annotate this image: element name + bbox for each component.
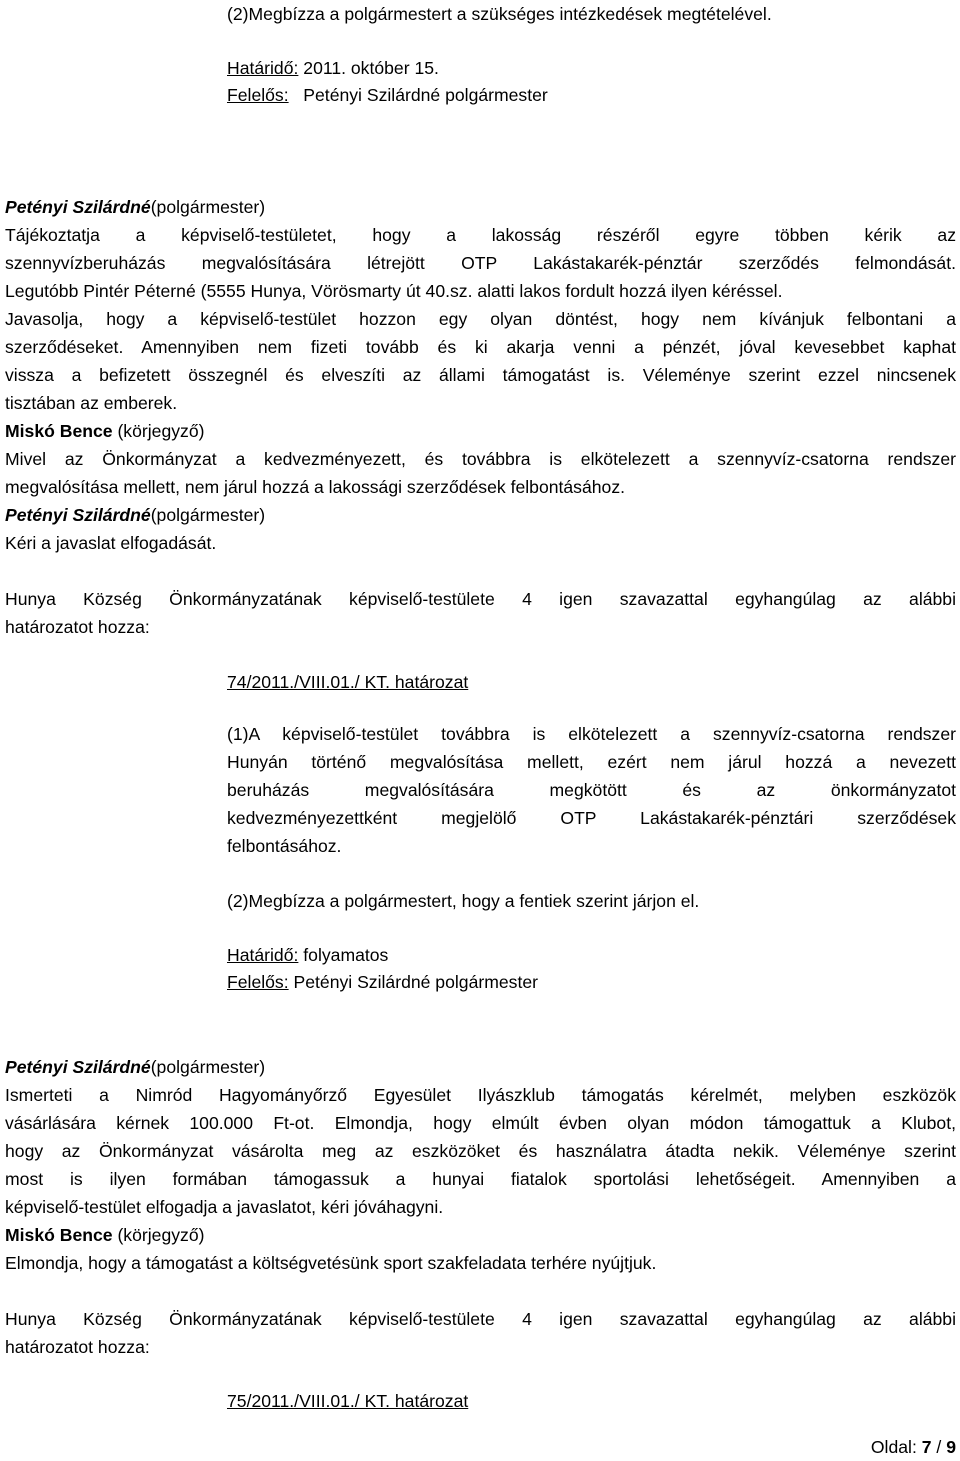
page-label: Oldal: xyxy=(870,1437,917,1457)
paragraph-line: megvalósítása mellett, nem járul hozzá a lakossági szerződések felbontásához. xyxy=(5,477,626,497)
speaker-name: Petényi Szilárdné xyxy=(5,197,151,217)
responsible-label: Felelős: xyxy=(227,972,289,992)
deadline-line xyxy=(227,54,439,82)
paragraph-line: Ismerteti a Nimród Hagyományőrző Egyesület Ilyászklub támogatás kérelmét, melyben eszközök xyxy=(5,1085,956,1105)
speaker-name: Miskó Bence xyxy=(5,1225,113,1245)
paragraph-line: szennyvízberuházás megvalósítására létrejött OTP Lakástakarék-pénztár szerződés felmondását. xyxy=(5,253,956,273)
vote-line: határozatot hozza: xyxy=(5,1337,150,1357)
speaker-role: (polgármester) xyxy=(150,197,266,217)
paragraph-line: vásárlására kérnek 100.000 Ft-ot. Elmondja, hogy elmúlt évben olyan módon támogattuk a Klubot, xyxy=(5,1113,956,1133)
paragraph-line: tisztában az emberek. xyxy=(5,393,178,413)
responsible-line xyxy=(227,968,538,996)
speaker-name: Petényi Szilárdné xyxy=(5,505,151,525)
paragraph-line: Kéri a javaslat elfogadását. xyxy=(5,533,217,553)
deadline-label: Határidő: xyxy=(227,58,299,78)
speaker-heading xyxy=(5,193,265,221)
speaker-heading xyxy=(5,1053,265,1081)
paragraph-line: képviselő-testület elfogadja a javaslatot, kéri jóváhagyni. xyxy=(5,1197,444,1217)
resolution-line: Hunyán történő megvalósítása mellett, ezért nem járul hozzá a nevezett xyxy=(227,752,956,772)
speaker-role: (körjegyző) xyxy=(117,1225,205,1245)
responsible-value: Petényi Szilárdné polgármester xyxy=(303,85,548,105)
paragraph-line: Mivel az Önkormányzat a kedvezményezett, és továbbra is elkötelezett a szennyvíz-csatorna rendszer xyxy=(5,449,956,469)
paragraph-line: hogy az Önkormányzat vásárolta meg az eszközöket és használatra átadta nekik. Véleménye szerint xyxy=(5,1141,956,1161)
speaker-heading xyxy=(5,417,204,445)
paragraph-line: Javasolja, hogy a képviselő-testület hozzon egy olyan döntést, hogy nem kívánjuk felbontani a xyxy=(5,309,956,329)
speaker-heading xyxy=(5,501,265,529)
vote-line: Hunya Község Önkormányzatának képviselő-testülete 4 igen szavazattal egyhangúlag az alábbi xyxy=(5,1309,956,1329)
page-total: 9 xyxy=(946,1437,956,1457)
page-number xyxy=(871,1433,956,1461)
speaker-role: (polgármester) xyxy=(150,505,266,525)
paragraph-line: most is ilyen formában támogassuk a hunyai fiatalok sportolási lehetőségeit. Amennyiben a xyxy=(5,1169,956,1189)
paragraph-line: Tájékoztatja a képviselő-testületet, hogy a lakosság részéről egyre többen kérik az xyxy=(5,225,956,245)
speaker-name: Miskó Bence xyxy=(5,421,113,441)
resolution-item-2: (2)Megbízza a polgármestert a szükséges intézkedések megtételével. xyxy=(227,4,772,24)
resolution-title: 74/2011./VIII.01./ KT. határozat xyxy=(227,672,469,692)
vote-line: Hunya Község Önkormányzatának képviselő-testülete 4 igen szavazattal egyhangúlag az alábbi xyxy=(5,589,956,609)
responsible-line xyxy=(227,81,548,109)
deadline-line xyxy=(227,941,388,969)
resolution-line: (1)A képviselő-testület továbbra is elkötelezett a szennyvíz-csatorna rendszer xyxy=(227,724,956,744)
paragraph-line: vissza a befizetett összegnél és elveszíti az állami támogatást is. Véleménye szerint ezzel nincsenek xyxy=(5,365,956,385)
responsible-value: Petényi Szilárdné polgármester xyxy=(293,972,538,992)
paragraph-line: Legutóbb Pintér Péterné (5555 Hunya, Vörösmarty út 40.sz. alatti lakos fordult hozzá ilyen kéréssel. xyxy=(5,281,783,301)
paragraph-line: szerződéseket. Amennyiben nem fizeti tovább és ki akarja venni a pénzét, jóval kevesebbet kaphat xyxy=(5,337,956,357)
resolution-line: kedvezményezettként megjelölő OTP Lakástakarék-pénztári szerződések xyxy=(227,808,956,828)
resolution-line: felbontásához. xyxy=(227,836,342,856)
deadline-value: 2011. október 15. xyxy=(303,58,439,78)
speaker-role: (körjegyző) xyxy=(117,421,205,441)
deadline-value: folyamatos xyxy=(303,945,389,965)
responsible-label: Felelős: xyxy=(227,85,289,105)
resolution-item-2: (2)Megbízza a polgármestert, hogy a fentiek szerint járjon el. xyxy=(227,891,700,911)
paragraph-line: Elmondja, hogy a támogatást a költségvetésünk sport szakfeladata terhére nyújtjuk. xyxy=(5,1253,657,1273)
speaker-heading xyxy=(5,1221,204,1249)
vote-line: határozatot hozza: xyxy=(5,617,150,637)
resolution-line: beruházás megvalósítására megkötött és az önkormányzatot xyxy=(227,780,956,800)
resolution-title: 75/2011./VIII.01./ KT. határozat xyxy=(227,1391,469,1411)
page-separator: / xyxy=(936,1437,942,1457)
deadline-label: Határidő: xyxy=(227,945,299,965)
page-current: 7 xyxy=(921,1437,932,1457)
speaker-name: Petényi Szilárdné xyxy=(5,1057,151,1077)
speaker-role: (polgármester) xyxy=(150,1057,266,1077)
